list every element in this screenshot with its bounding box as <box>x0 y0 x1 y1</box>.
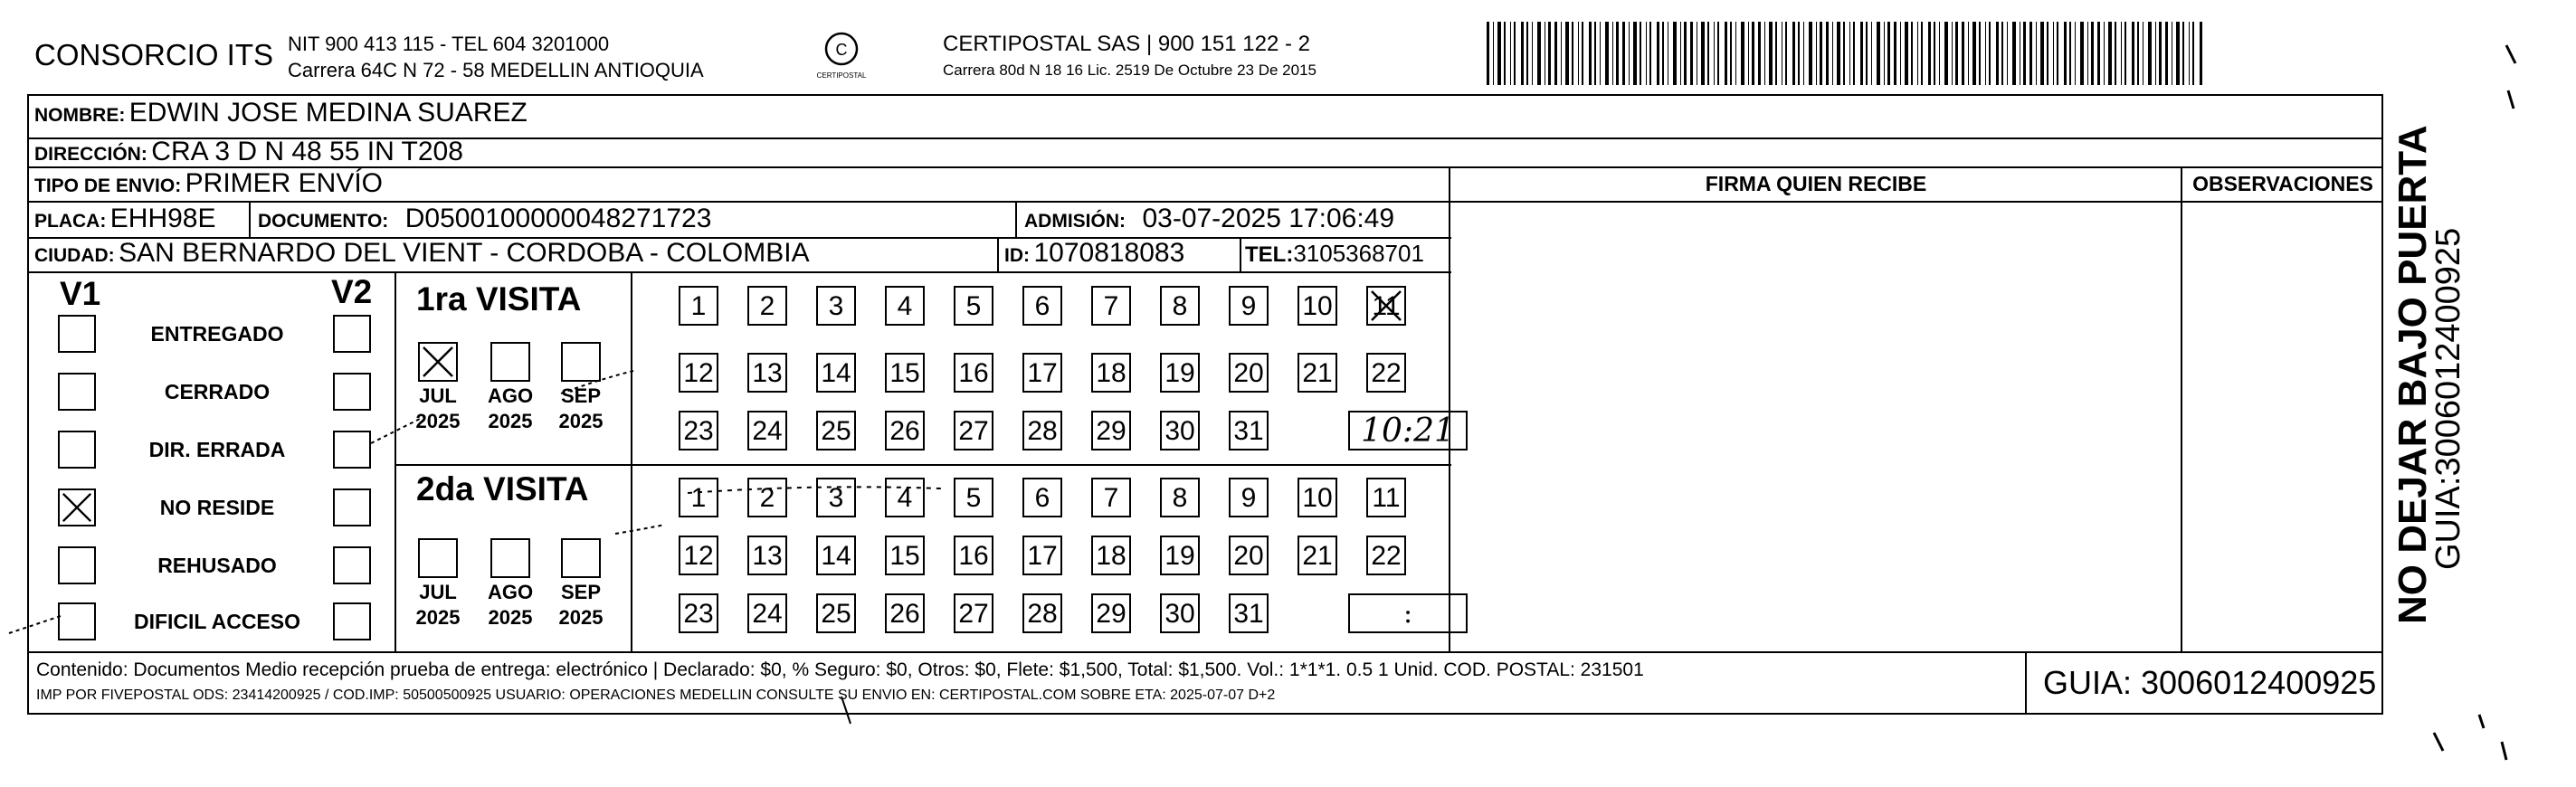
visit2-day-3[interactable]: 3 <box>816 478 856 517</box>
visit2-day-8[interactable]: 8 <box>1160 478 1200 517</box>
visit2-day-25[interactable]: 25 <box>816 593 856 633</box>
id-value: 1070818083 <box>1033 238 1185 268</box>
visit2-day-17[interactable]: 17 <box>1022 536 1062 575</box>
carrier-name: CERTIPOSTAL SAS | 900 151 122 - 2 <box>943 32 1310 56</box>
footer-contenido: Contenido: Documentos Medio recepción prueba de entrega: electrónico | Declarado: $0, % Seguro: $0, Otros: $0, Flete: $1,500, Total: $1,500. Vol.: 1*1*1. 0.5 1 Unid. COD. POSTAL: 231501 <box>36 659 1644 680</box>
visit2-day-5[interactable]: 5 <box>954 478 993 517</box>
visit1-day-25[interactable]: 25 <box>816 411 856 450</box>
visit1-month-label: SEP 2025 <box>558 384 604 432</box>
placa-label: PLACA: <box>34 211 107 232</box>
visit1-time-box[interactable]: 10:21 <box>1348 411 1468 450</box>
visit2-title: 2da VISITA <box>416 470 589 507</box>
admision-value: 03-07-2025 17:06:49 <box>1142 204 1395 233</box>
visit2-month-label: JUL 2025 <box>415 581 461 629</box>
id-label: ID: <box>1004 245 1030 266</box>
documento-value: D0500100000048271723 <box>404 204 712 233</box>
visit2-day-15[interactable]: 15 <box>885 536 925 575</box>
visit2-day-20[interactable]: 20 <box>1229 536 1269 575</box>
visit2-day-30[interactable]: 30 <box>1160 593 1200 633</box>
visit1-day-27[interactable]: 27 <box>954 411 993 450</box>
company-name: CONSORCIO ITS <box>34 38 274 71</box>
visit1-day-15[interactable]: 15 <box>885 353 925 393</box>
tipo-value: PRIMER ENVÍO <box>185 168 384 198</box>
visit1-day-24[interactable]: 24 <box>747 411 787 450</box>
nombre-label: NOMBRE: <box>34 105 126 126</box>
ciudad-value: SAN BERNARDO DEL VIENT - CORDOBA - COLOMBIA <box>119 238 810 268</box>
visit2-day-2[interactable]: 2 <box>747 478 787 517</box>
visit1-title: 1ra VISITA <box>416 280 582 318</box>
visit2-day-13[interactable]: 13 <box>747 536 787 575</box>
visit1-day-5[interactable]: 5 <box>954 286 993 326</box>
visit1-day-10[interactable]: 10 <box>1298 286 1337 326</box>
placa-value: EHH98E <box>109 204 216 233</box>
status-label: CERRADO <box>164 380 271 403</box>
visit1-day-30[interactable]: 30 <box>1160 411 1200 450</box>
side-guia: GUIA:3006012400925 <box>2429 227 2467 570</box>
visit2-day-21[interactable]: 21 <box>1298 536 1337 575</box>
v2-header: V2 <box>331 273 373 310</box>
direccion-label: DIRECCIÓN: <box>34 144 147 165</box>
logo-text: CERTIPOSTAL <box>816 71 867 80</box>
status-label: REHUSADO <box>157 554 277 577</box>
documento-label: DOCUMENTO: <box>258 211 389 232</box>
visit1-day-12[interactable]: 12 <box>679 353 718 393</box>
visit2-day-16[interactable]: 16 <box>954 536 993 575</box>
visit1-day-13[interactable]: 13 <box>747 353 787 393</box>
visit2-day-28[interactable]: 28 <box>1022 593 1062 633</box>
visit2-day-22[interactable]: 22 <box>1366 536 1406 575</box>
visit1-day-18[interactable]: 18 <box>1091 353 1131 393</box>
visit2-day-31[interactable]: 31 <box>1229 593 1269 633</box>
visit2-day-19[interactable]: 19 <box>1160 536 1200 575</box>
side-warning: NO DEJAR BAJO PUERTA <box>2391 125 2435 624</box>
visit1-month-label: JUL 2025 <box>415 384 461 432</box>
direccion-value: CRA 3 D N 48 55 IN T208 <box>151 137 463 166</box>
visit2-month-label: AGO 2025 <box>487 581 534 629</box>
footer-imp: IMP POR FIVEPOSTAL ODS: 23414200925 / COD.IMP: 50500500925 USUARIO: OPERACIONES MEDELLIN CONSULTE SU ENVIO EN: CERTIPOSTAL.COM SOBRE ETA: 2025-07-07 D+2 <box>36 687 1276 703</box>
svg-text:C: C <box>835 41 848 59</box>
status-label: DIFICIL ACCESO <box>133 610 300 633</box>
visit1-day-4[interactable]: 4 <box>885 286 925 326</box>
tel-value: 3105368701 <box>1293 240 1424 267</box>
visit2-day-14[interactable]: 14 <box>816 536 856 575</box>
status-label: NO RESIDE <box>159 496 275 519</box>
tipo-label: TIPO DE ENVIO: <box>34 175 182 196</box>
visit1-day-26[interactable]: 26 <box>885 411 925 450</box>
visit2-day-9[interactable]: 9 <box>1229 478 1269 517</box>
status-label: ENTREGADO <box>150 322 284 346</box>
footer-guia: GUIA: 3006012400925 <box>2043 664 2377 701</box>
visit2-day-24[interactable]: 24 <box>747 593 787 633</box>
visit1-day-19[interactable]: 19 <box>1160 353 1200 393</box>
observaciones-header: OBSERVACIONES <box>2192 172 2373 195</box>
visit1-day-31[interactable]: 31 <box>1229 411 1269 450</box>
visit1-day-29[interactable]: 29 <box>1091 411 1131 450</box>
visit2-day-23[interactable]: 23 <box>679 593 718 633</box>
visit2-day-18[interactable]: 18 <box>1091 536 1131 575</box>
visit2-day-11[interactable]: 11 <box>1366 478 1406 517</box>
visit2-day-10[interactable]: 10 <box>1298 478 1337 517</box>
visit1-day-8[interactable]: 8 <box>1160 286 1200 326</box>
visit1-month-label: AGO 2025 <box>487 384 534 432</box>
visit1-day-11[interactable]: 11 <box>1366 286 1406 326</box>
tel-label: TEL: <box>1245 242 1294 267</box>
firma-header: FIRMA QUIEN RECIBE <box>1705 172 1927 195</box>
visit2-month-label: SEP 2025 <box>558 581 604 629</box>
visit1-day-1[interactable]: 1 <box>679 286 718 326</box>
visit2-day-29[interactable]: 29 <box>1091 593 1131 633</box>
visit2-day-27[interactable]: 27 <box>954 593 993 633</box>
visit1-day-6[interactable]: 6 <box>1022 286 1062 326</box>
status-label: DIR. ERRADA <box>148 438 286 461</box>
visit2-time-box[interactable]: : <box>1348 593 1468 633</box>
visit1-day-16[interactable]: 16 <box>954 353 993 393</box>
nombre-value: EDWIN JOSE MEDINA SUAREZ <box>128 98 528 128</box>
v1-header: V1 <box>60 275 101 312</box>
visit1-day-2[interactable]: 2 <box>747 286 787 326</box>
company-nit: NIT 900 413 115 - TEL 604 3201000 <box>288 33 610 55</box>
visit1-day-3[interactable]: 3 <box>816 286 856 326</box>
visit2-day-1[interactable]: 1 <box>679 478 718 517</box>
visit1-day-22[interactable]: 22 <box>1366 353 1406 393</box>
visit1-day-21[interactable]: 21 <box>1298 353 1337 393</box>
visit2-day-6[interactable]: 6 <box>1022 478 1062 517</box>
visit1-day-14[interactable]: 14 <box>816 353 856 393</box>
ciudad-label: CIUDAD: <box>34 245 115 266</box>
company-address: Carrera 64C N 72 - 58 MEDELLIN ANTIOQUIA <box>288 59 704 81</box>
visit1-day-9[interactable]: 9 <box>1229 286 1269 326</box>
carrier-address: Carrera 80d N 18 16 Lic. 2519 De Octubre 23 De 2015 <box>943 62 1317 79</box>
visit1-day-17[interactable]: 17 <box>1022 353 1062 393</box>
visit1-day-28[interactable]: 28 <box>1022 411 1062 450</box>
visit2-day-12[interactable]: 12 <box>679 536 718 575</box>
visit1-day-7[interactable]: 7 <box>1091 286 1131 326</box>
visit1-day-23[interactable]: 23 <box>679 411 718 450</box>
visit1-day-20[interactable]: 20 <box>1229 353 1269 393</box>
visit2-day-7[interactable]: 7 <box>1091 478 1131 517</box>
admision-label: ADMISIÓN: <box>1024 211 1126 232</box>
visit2-day-4[interactable]: 4 <box>885 478 925 517</box>
visit2-day-26[interactable]: 26 <box>885 593 925 633</box>
